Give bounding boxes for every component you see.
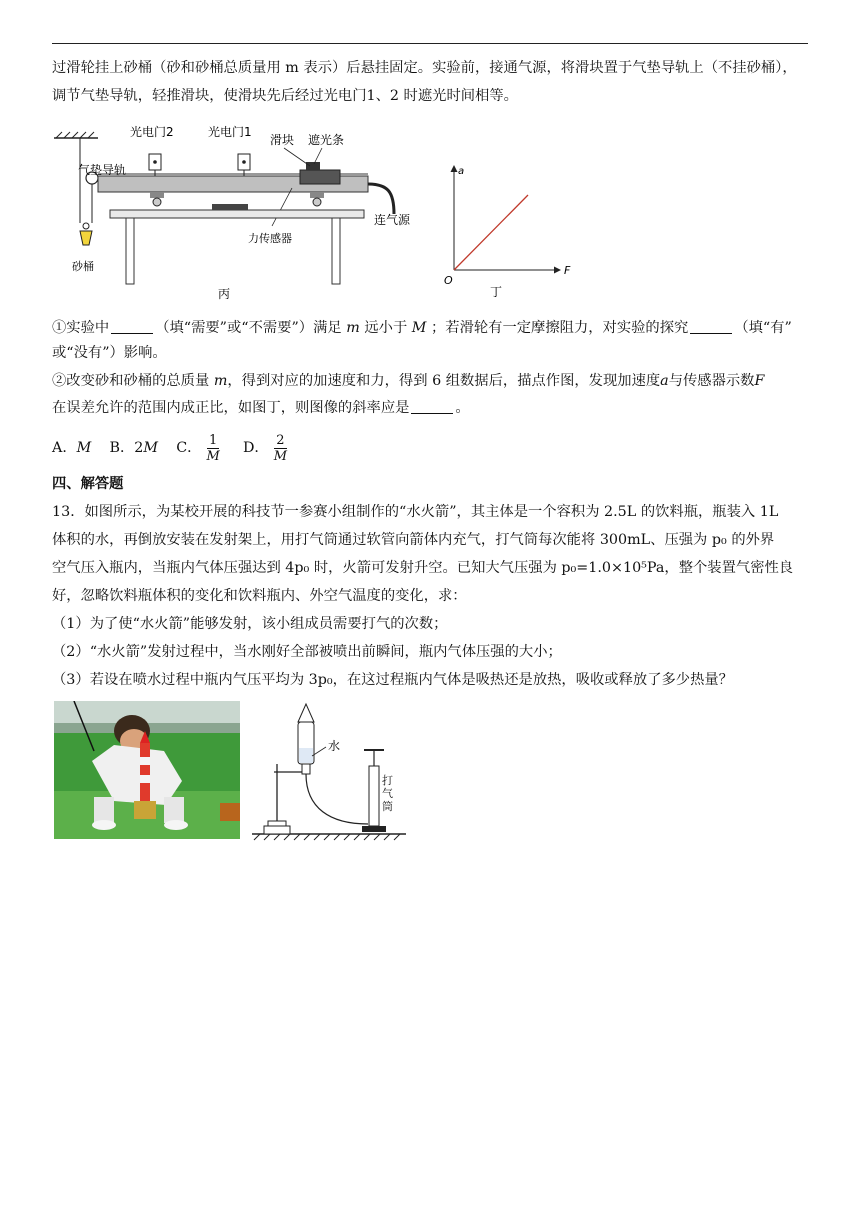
question-1: ①实验中 （填“需要”或“不需要”）满足 m 远小于 M ；若滑轮有一定摩擦阻力，对实验的探究 （填“有” (52, 320, 792, 336)
answer-blank[interactable] (690, 319, 732, 334)
gate2-label: 光电门2 (130, 125, 174, 139)
y-axis-label: a (458, 166, 465, 177)
bucket-label: 砂桶 (72, 260, 94, 273)
paragraph-line: 过滑轮挂上砂桶（砂和砂桶总质量用 m 表示）后悬挂固定。实验前，接通气源，将滑块置于气垫导轨上（不挂砂桶）， (52, 60, 797, 76)
q13-line: 好，忽略饮料瓶体积的变化和饮料瓶内、外空气温度的变化，求： (52, 588, 467, 604)
paragraph-line: 调节气垫导轨，轻推滑块，使滑块先后经过光电门1、2 时遮光时间相等。 (52, 88, 518, 104)
option-c[interactable]: C． $\frac{1}{M}$ (176, 432, 220, 464)
q13-line: 空气压入瓶内，当瓶内气体压强达到 4p₀ 时，火箭可发射升空。已知大气压强为 p₀=1.0×10⁵Pa，整个装置气密性良 (52, 560, 794, 576)
figure-caption-ding: 丁 (490, 285, 503, 299)
a-f-graph (440, 158, 580, 304)
q13-line: 13．如图所示，为某校开展的科技节一参赛小组制作的“水火箭”，其主体是一个容积为 2.5L 的饮料瓶，瓶装入 1L (52, 504, 779, 520)
sensor-label: 力传感器 (248, 232, 292, 245)
option-d[interactable]: D． $\frac{2}{M}$ (242, 432, 288, 464)
q13-subquestion-2: （2）“水火箭”发射过程中，当水刚好全部被喷出前瞬间，瓶内气体压强的大小； (52, 644, 562, 660)
question-1-cont: 或“没有”）影响。 (52, 345, 167, 361)
option-b[interactable]: B．2M (109, 440, 158, 456)
origin-label: O (444, 274, 453, 287)
rocket-diagram (250, 700, 410, 846)
water-label: 水 (328, 739, 341, 753)
header-rule (52, 43, 808, 44)
air-label: 连气源 (374, 213, 411, 227)
q13-subquestion-1: （1）为了使“水火箭”能够发射，该小组成员需要打气的次数； (52, 616, 448, 632)
rail-label: 气垫导轨 (78, 163, 127, 177)
proportional-line (454, 195, 528, 270)
figure-caption-bing: 丙 (218, 287, 231, 301)
answer-blank[interactable] (111, 319, 153, 334)
options-row (52, 430, 812, 470)
question-2: ②改变砂和砂桶的总质量 m，得到对应的加速度和力，得到 6 组数据后，描点作图，发现加速度a与传感器示数F (52, 373, 765, 389)
option-a[interactable]: A．M (52, 440, 92, 456)
x-axis-label: F (564, 264, 571, 277)
apparatus-figure (52, 118, 422, 306)
shade-label: 遮光条 (308, 133, 345, 147)
section-heading: 四、解答题 (52, 476, 124, 492)
answer-blank[interactable] (411, 399, 453, 414)
rocket-photo (54, 701, 240, 839)
q13-line: 体积的水，再倒放安装在发射架上，用打气筒通过软管向箭体内充气，打气筒每次能将 300mL、压强为 p₀ 的外界 (52, 532, 775, 548)
gate1-label: 光电门1 (208, 125, 252, 139)
q13-subquestion-3: （3）若设在喷水过程中瓶内气压平均为 3p₀，在这过程瓶内气体是吸热还是放热，吸收或释放了多少热量？ (52, 672, 733, 688)
slider-label: 滑块 (270, 133, 295, 147)
pump-label-text: 打气筒 (382, 774, 393, 813)
question-2-cont: 在误差允许的范围内成正比，如图丁，则图像的斜率应是 。 (52, 400, 470, 416)
